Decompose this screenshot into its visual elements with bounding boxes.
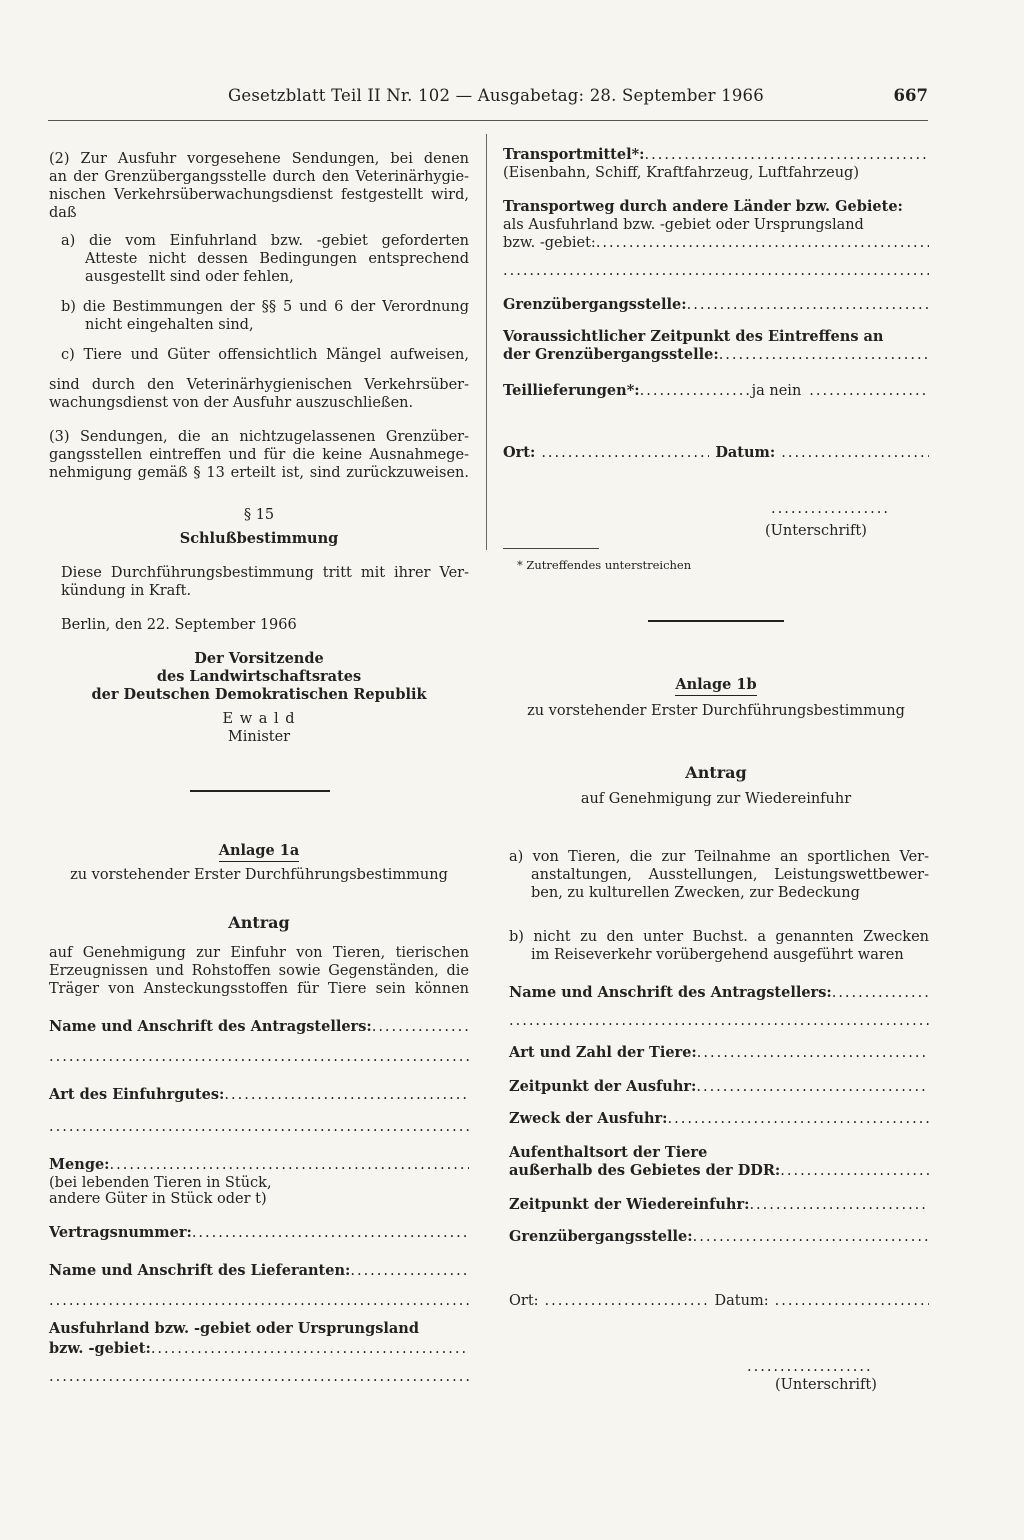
field-label: Ort:: [503, 444, 536, 461]
field-aufenthalt[interactable]: [503, 1162, 929, 1180]
fill-line: [668, 1110, 929, 1128]
fill-line-einfuhrgut[interactable]: [49, 1118, 469, 1136]
text-line: (2) Zur Ausfuhr vorgesehene Sendungen, bei denen: [49, 151, 469, 167]
field-label: Name und Anschrift des Lieferanten:: [49, 1262, 351, 1279]
text-line: a) die vom Einfuhrland bzw. -gebiet geforderten: [61, 233, 469, 249]
header-rule: [48, 120, 928, 121]
signature-label: (Unterschrift): [765, 523, 867, 539]
fill-line: [781, 444, 929, 462]
text-line: gangsstellen eintreffen und für die keine Ausnahmege-: [49, 447, 469, 463]
text-line: anstaltungen, Ausstellungen, Leistungswettbewer-: [531, 867, 929, 883]
field-label: Zeitpunkt der Ausfuhr:: [509, 1078, 697, 1095]
transportmittel-note: (Eisenbahn, Schiff, Kraftfahrzeug, Luftfahrzeug): [503, 165, 859, 181]
fill-line: [545, 1292, 709, 1310]
separator-rule: [648, 620, 784, 622]
field-transportmittel[interactable]: [503, 146, 929, 164]
footnote-rule: [503, 548, 599, 549]
antrag-1a-description: [49, 944, 469, 998]
section-title: Schlußbestimmung: [179, 530, 339, 547]
signer-line: der Deutschen Demokratischen Republik: [91, 686, 427, 703]
yes-no-options[interactable]: ja nein: [751, 383, 802, 399]
field-grenzuebergang-1b[interactable]: [503, 1228, 929, 1246]
fill-line: [693, 1228, 929, 1246]
field-lieferant[interactable]: [49, 1262, 469, 1280]
field-label: Zeitpunkt der Wiedereinfuhr:: [509, 1196, 750, 1213]
fill-line: [832, 984, 929, 1002]
field-grenzuebergang[interactable]: [503, 296, 929, 314]
text-line: Träger von Ansteckungsstoffen für Tiere sein können: [49, 981, 469, 997]
list-item-b: [503, 928, 929, 964]
fill-line: [780, 1162, 929, 1180]
signer-line: Der Vorsitzende: [194, 650, 324, 667]
text-line: daß: [49, 205, 77, 221]
text-line: an der Grenzübergangsstelle durch den Veterinärhygie-: [49, 169, 469, 185]
fill-line: [749, 1196, 929, 1214]
text-line: ben, zu kulturellen Zwecken, zur Bedeckung: [531, 885, 860, 901]
field-label: Teillieferungen*:: [503, 382, 640, 399]
fill-line: [151, 1340, 469, 1358]
header-title: Gesetzblatt Teil II Nr. 102 — Ausgabetag: 28. September 1966: [228, 86, 764, 105]
field-label: Grenzübergangsstelle:: [503, 296, 687, 313]
field-ausfuhrland[interactable]: [49, 1340, 469, 1358]
field-tiere[interactable]: [503, 1044, 929, 1062]
field-zeitpunkt[interactable]: [503, 346, 929, 364]
field-label: Name und Anschrift des Antragstellers:: [49, 1018, 372, 1035]
field-label: außerhalb des Gebietes der DDR:: [509, 1162, 781, 1179]
transportweg-line-2: als Ausfuhrland bzw. -gebiet oder Ursprungsland: [503, 217, 864, 233]
fill-line: [719, 346, 929, 364]
text-line: nicht eingehalten sind,: [85, 317, 254, 333]
text-line: nehmigung gemäß § 13 erteilt ist, sind zurückzuweisen.: [49, 465, 469, 481]
fill-line: [372, 1018, 469, 1036]
field-einfuhrgut[interactable]: [49, 1086, 469, 1104]
list-item-a: [49, 232, 469, 286]
signer-name: E w a l d: [222, 711, 296, 727]
antrag-1b-title: Antrag: [685, 763, 747, 782]
fill-line: [696, 1078, 929, 1096]
field-label: Ort:: [509, 1293, 539, 1309]
fill-line: [645, 146, 929, 164]
fill-line-lieferant[interactable]: [49, 1292, 469, 1310]
text-line: ausgestellt sind oder fehlen,: [85, 269, 294, 285]
text-line: b) nicht zu den unter Buchst. a genannten Zwecken: [509, 929, 929, 945]
fill-line: [640, 382, 752, 400]
transportweg-label: Transportweg durch andere Länder bzw. Gebiete:: [503, 198, 903, 215]
text-line: kündung in Kraft.: [61, 583, 192, 599]
fill-line: [687, 296, 929, 314]
field-ort-datum[interactable]: [503, 444, 929, 462]
field-label: bzw. -gebiet:: [49, 1340, 151, 1357]
text-line: nischen Verkehrsüberwachungsdienst festgestellt wird,: [49, 187, 469, 203]
field-label: Datum:: [714, 1293, 769, 1309]
field-ausfuhrland-label: Ausfuhrland bzw. -gebiet oder Ursprungsland: [49, 1320, 419, 1337]
text-line: Erzeugnissen und Rohstoffen sowie Gegenständen, die: [49, 963, 469, 979]
text-line: (3) Sendungen, die an nichtzugelassenen Grenzüber-: [49, 429, 469, 445]
final-provision: [49, 564, 469, 600]
field-transportweg[interactable]: [503, 234, 929, 252]
zeitpunkt-label: Voraussichtlicher Zeitpunkt des Eintreffens an: [503, 328, 884, 345]
text-line: Atteste nicht dessen Bedingungen entsprechend: [85, 251, 469, 267]
annex-1a-title: [49, 842, 469, 862]
annex-1a-subtitle: zu vorstehender Erster Durchführungsbestimmung: [70, 867, 448, 883]
text-line: a) von Tieren, die zur Teilnahme an sportlichen Ver-: [509, 849, 929, 865]
field-zeitpunkt-ausfuhr[interactable]: [503, 1078, 929, 1096]
field-vertragsnummer[interactable]: [49, 1224, 469, 1242]
page-header: [48, 86, 928, 112]
field-wiedereinfuhr[interactable]: [503, 1196, 929, 1214]
field-antragsteller-1b[interactable]: [503, 984, 929, 1002]
annex-1b-subtitle: zu vorstehender Erster Durchführungsbestimmung: [527, 703, 905, 719]
field-label: Vertragsnummer:: [49, 1224, 192, 1241]
page-number: 667: [893, 86, 928, 105]
field-label: Datum:: [715, 444, 776, 461]
annex-1a-title-text: Anlage 1a: [219, 842, 300, 862]
field-label: Art und Zahl der Tiere:: [509, 1044, 697, 1061]
list-item-b: [49, 298, 469, 334]
fill-line: [809, 382, 929, 400]
field-ort-datum-1b[interactable]: [503, 1292, 929, 1310]
field-label: bzw. -gebiet:: [503, 235, 596, 251]
field-label: Name und Anschrift des Antragstellers:: [509, 984, 832, 1001]
separator-rule: [190, 790, 330, 792]
text-line: im Reiseverkehr vorübergehend ausgeführt waren: [531, 947, 904, 963]
annex-1b-title-text: Anlage 1b: [675, 676, 756, 696]
section-number: § 15: [243, 507, 275, 523]
field-label: Grenzübergangsstelle:: [509, 1228, 693, 1245]
menge-note-2: andere Güter in Stück oder t): [49, 1191, 267, 1207]
field-antragsteller[interactable]: [49, 1018, 469, 1036]
menge-note-1: (bei lebenden Tieren in Stück,: [49, 1175, 272, 1191]
fill-line: [775, 1292, 929, 1310]
text-line: wachungsdienst von der Ausfuhr auszuschließen.: [49, 395, 414, 411]
list-item-c: [49, 346, 469, 364]
fill-line-ausfuhrland[interactable]: [49, 1368, 469, 1386]
antrag-1a-title: Antrag: [228, 913, 290, 932]
signer-block: [49, 650, 469, 704]
text-line: Diese Durchführungsbestimmung tritt mit ihrer Ver-: [61, 565, 469, 581]
field-label: der Grenzübergangsstelle:: [503, 346, 719, 363]
paragraph-2: [49, 150, 469, 222]
antrag-1b-subtitle: auf Genehmigung zur Wiedereinfuhr: [580, 791, 852, 807]
text-line: auf Genehmigung zur Einfuhr von Tieren, tierischen: [49, 945, 469, 961]
column-divider: [486, 134, 487, 550]
field-teillieferungen[interactable]: [503, 382, 929, 400]
field-label: Menge:: [49, 1156, 110, 1173]
field-label: Art des Einfuhrgutes:: [49, 1086, 225, 1103]
fill-line-transportweg[interactable]: [503, 262, 929, 280]
fill-line-antragsteller-1b[interactable]: [509, 1012, 929, 1030]
text-line: b) die Bestimmungen der §§ 5 und 6 der Verordnung: [61, 299, 469, 315]
fill-line: [110, 1156, 469, 1174]
aufenthalt-label: Aufenthaltsort der Tiere: [509, 1144, 708, 1161]
fill-line: [224, 1086, 469, 1104]
fill-line: [697, 1044, 929, 1062]
fill-line: [596, 234, 929, 252]
fill-line: [192, 1224, 469, 1242]
paragraph-2-tail: [49, 376, 469, 412]
text-line: c) Tiere und Güter offensichtlich Mängel aufweisen,: [61, 347, 469, 363]
field-menge[interactable]: [49, 1156, 469, 1174]
list-item-a: [503, 848, 929, 902]
text-line: sind durch den Veterinärhygienischen Verkehrsüber-: [49, 377, 469, 393]
footnote: * Zutreffendes unterstreichen: [517, 558, 692, 572]
field-label: Zweck der Ausfuhr:: [509, 1110, 668, 1127]
signer-title: Minister: [227, 729, 291, 745]
paragraph-3: [49, 428, 469, 482]
signer-line: des Landwirtschaftsrates: [156, 668, 362, 685]
place-date: Berlin, den 22. September 1966: [61, 617, 297, 633]
fill-line: [350, 1262, 469, 1280]
signature-label-1b: (Unterschrift): [775, 1377, 877, 1393]
fill-line-antragsteller[interactable]: [49, 1048, 469, 1066]
annex-1b-title: [503, 676, 929, 696]
field-label: Transportmittel*:: [503, 146, 645, 163]
field-zweck[interactable]: [503, 1110, 929, 1128]
signature-line[interactable]: [771, 500, 887, 523]
fill-line: [541, 444, 709, 462]
